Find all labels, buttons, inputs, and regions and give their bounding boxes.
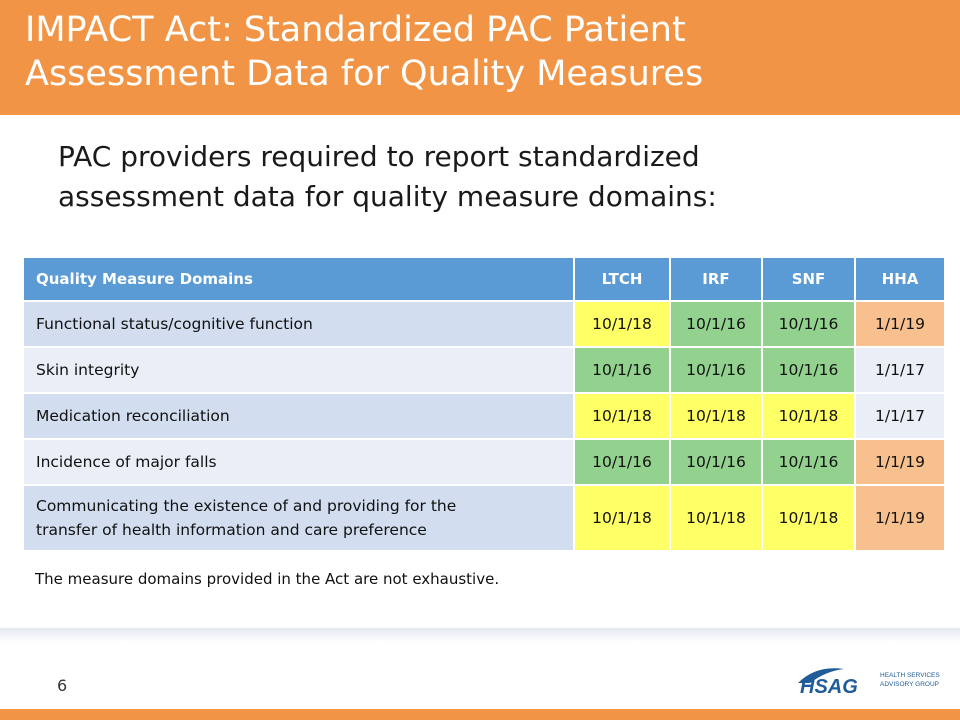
snf-date-cell: 10/1/18 [762, 393, 855, 439]
slide-subtitle-line-2: assessment data for quality measure domains: [58, 180, 717, 213]
irf-date-cell: 10/1/16 [670, 347, 762, 393]
slide-subtitle [58, 137, 918, 217]
header-snf: SNF [762, 257, 855, 301]
domain-text-line-2: transfer of health information and care preference [36, 521, 427, 539]
ltch-date-cell: 10/1/18 [574, 485, 670, 551]
irf-date-cell: 10/1/16 [670, 439, 762, 485]
domain-cell: Incidence of major falls [23, 439, 574, 485]
domain-cell: Medication reconciliation [23, 393, 574, 439]
hha-date-cell: 1/1/17 [855, 347, 945, 393]
header-irf: IRF [670, 257, 762, 301]
table-row [23, 393, 945, 439]
title-bar [0, 0, 960, 115]
hha-date-cell: 1/1/17 [855, 393, 945, 439]
table-row [23, 439, 945, 485]
snf-date-cell: 10/1/16 [762, 439, 855, 485]
footnote: The measure domains provided in the Act are not exhaustive. [35, 570, 500, 588]
header-ltch: LTCH [574, 257, 670, 301]
slide-title [25, 8, 945, 96]
snf-date-cell: 10/1/16 [762, 347, 855, 393]
domain-text-line-1: Communicating the existence of and providing for the [36, 497, 457, 515]
slide-title-line-1: IMPACT Act: Standardized PAC Patient [25, 10, 686, 50]
ltch-date-cell: 10/1/18 [574, 301, 670, 347]
hha-date-cell: 1/1/19 [855, 485, 945, 551]
table-row [23, 301, 945, 347]
table-row [23, 347, 945, 393]
irf-date-cell: 10/1/18 [670, 485, 762, 551]
snf-date-cell: 10/1/18 [762, 485, 855, 551]
domain-cell: Functional status/cognitive function [23, 301, 574, 347]
slide-title-line-2: Assessment Data for Quality Measures [25, 54, 704, 94]
domain-cell [23, 485, 574, 551]
irf-date-cell: 10/1/18 [670, 393, 762, 439]
header-hha: HHA [855, 257, 945, 301]
hha-date-cell: 1/1/19 [855, 439, 945, 485]
irf-date-cell: 10/1/16 [670, 301, 762, 347]
ltch-date-cell: 10/1/16 [574, 439, 670, 485]
snf-date-cell: 10/1/16 [762, 301, 855, 347]
hsag-logo [796, 661, 940, 701]
domain-cell: Skin integrity [23, 347, 574, 393]
table-header-row [23, 257, 945, 301]
quality-measures-table [22, 256, 946, 552]
hha-date-cell: 1/1/19 [855, 301, 945, 347]
logo-wordmark: HSAG [800, 676, 858, 698]
header-domains: Quality Measure Domains [23, 257, 574, 301]
ltch-date-cell: 10/1/18 [574, 393, 670, 439]
logo-subtext-line-1: HEALTH SERVICES [880, 672, 940, 679]
bottom-accent-bar [0, 709, 960, 720]
table-row [23, 485, 945, 551]
page-number: 6 [57, 676, 68, 695]
logo-subtext-line-2: ADVISORY GROUP [880, 681, 939, 688]
slide-subtitle-line-1: PAC providers required to report standardized [58, 140, 700, 173]
footer-divider [0, 628, 960, 642]
ltch-date-cell: 10/1/16 [574, 347, 670, 393]
